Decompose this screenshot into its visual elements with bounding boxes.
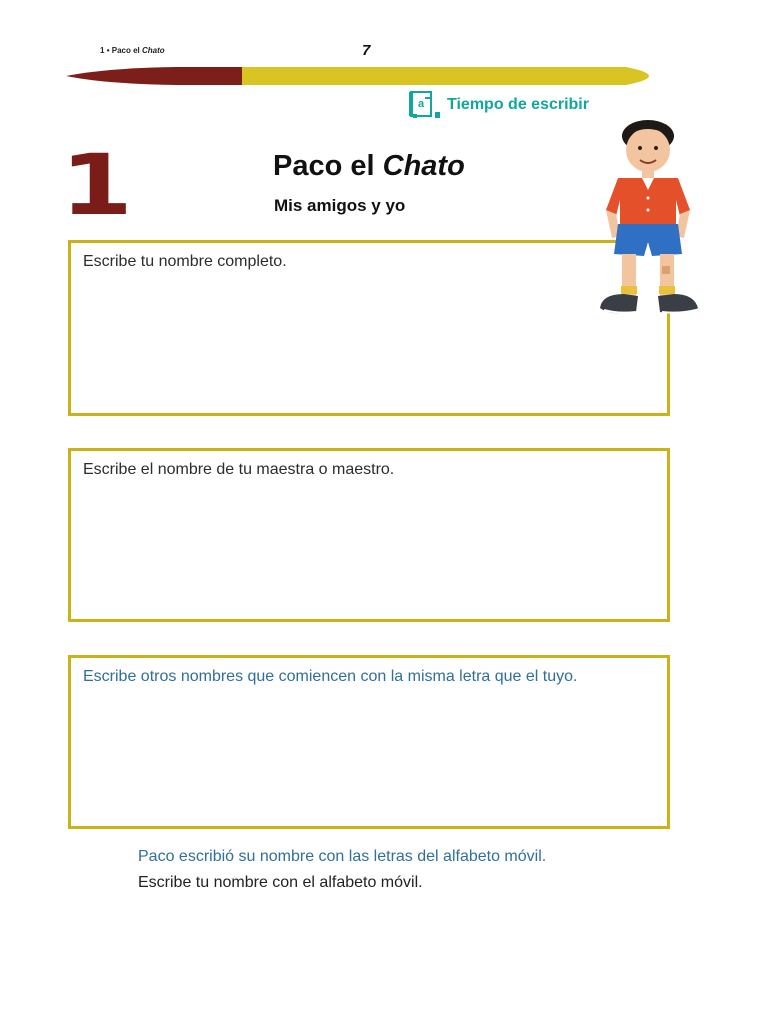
section-tag: [409, 90, 589, 120]
chapter-number: 1: [60, 136, 134, 234]
bottom-instruction-line-2: Escribe tu nombre con el alfabeto móvil.: [138, 874, 423, 891]
svg-text:a: a: [418, 98, 425, 110]
running-head-title-italic: Chato: [141, 46, 165, 55]
bottom-instruction-line-1: Paco escribió su nombre con las letras del alfabeto móvil.: [138, 848, 547, 865]
section-tag-label: Tiempo de escribir: [447, 96, 589, 113]
writing-box-prompt: Escribe tu nombre completo.: [83, 253, 287, 270]
header-bar-light-segment: [236, 67, 649, 85]
page-subtitle: Mis amigos y yo: [274, 196, 406, 215]
running-head-bullet: •: [106, 46, 110, 55]
header-decorative-bar: [66, 64, 672, 88]
page-title-plain: Paco el: [273, 150, 375, 182]
page-title: [273, 150, 465, 183]
writing-box-teacher-name[interactable]: [68, 448, 670, 622]
running-head: [100, 46, 165, 55]
boy-illustration: [590, 116, 702, 326]
writing-pencil-icon: [409, 90, 441, 120]
page-number: 7: [362, 42, 371, 59]
page-title-italic: Chato: [382, 150, 465, 182]
writing-box-prompt: Escribe el nombre de tu maestra o maestro.: [83, 461, 395, 478]
running-head-title: Paco el: [111, 46, 140, 55]
writing-box-same-letter-names[interactable]: [68, 655, 670, 829]
writing-box-prompt: Escribe otros nombres que comiencen con la misma letra que el tuyo.: [83, 668, 578, 685]
writing-box-full-name[interactable]: [68, 240, 670, 416]
running-head-number: 1: [100, 46, 105, 55]
header-bar-dark-segment: [66, 67, 242, 85]
